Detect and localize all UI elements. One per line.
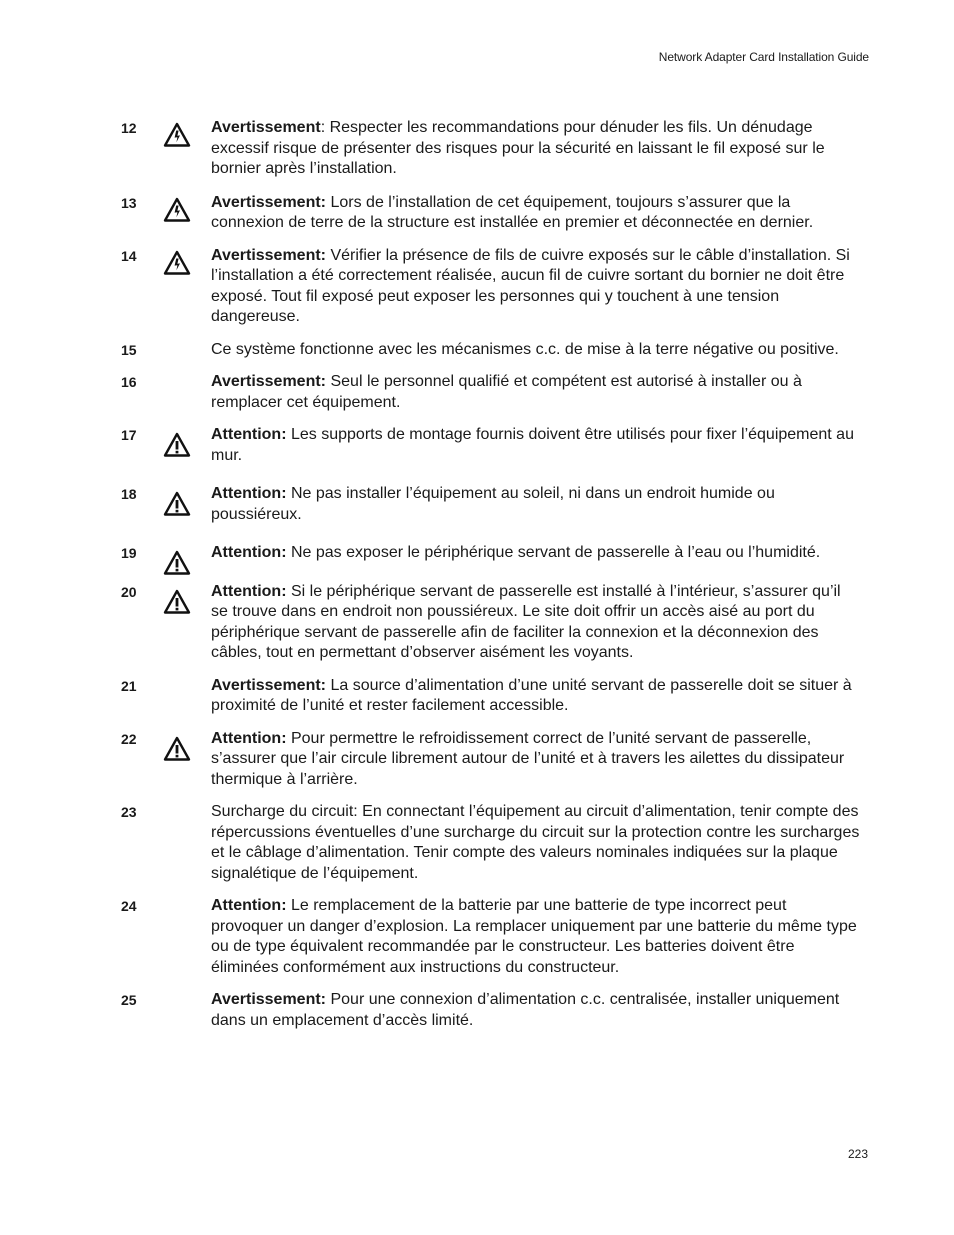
- statement-number: 22: [121, 730, 137, 747]
- statement-body: Vérifier la présence de fils de cuivre exposés sur le câble d’installation. Si l’installation a été correctement réalisée, aucun fil de cuivre sortant du bornier ne doit être exposé. Tout fil exposé peut exposer les personnes qui y touchent à une tension dangereuse.: [211, 246, 850, 325]
- caution-icon: [163, 550, 191, 576]
- running-header: Network Adapter Card Installation Guide: [658, 50, 869, 64]
- statement-separator: :: [320, 119, 330, 136]
- electrical-hazard-icon: [163, 250, 191, 276]
- statement-body: Respecter les recommandations pour dénuder les fils. Un dénudage excessif risque de présenter des risques pour la sécurité en laissant le fil exposé sur le bornier après l’installation.: [211, 119, 825, 177]
- statement-body: Pour permettre le refroidissement correct de l’unité servant de passerelle, s’assurer que l’air circule librement autour de l’unité et à travers les ailettes du dissipateur thermique à l’arrière.: [211, 729, 845, 788]
- statement-body: La source d’alimentation d’une unité servant de passerelle doit se situer à proximité de l’unité et rester facilement accessible.: [211, 676, 852, 714]
- statement-body: Lors de l’installation de cet équipement, toujours s’assurer que la connexion de terre de la structure est installée en premier et déconnectée en dernier.: [211, 193, 814, 231]
- statement-text: [211, 729, 861, 791]
- statement-text: [211, 118, 861, 180]
- statement-body: Ne pas exposer le périphérique servant de passerelle à l’eau ou l’humidité.: [290, 544, 821, 561]
- statement-text: [211, 676, 861, 717]
- statement-text: [211, 896, 861, 978]
- statement-body: Surcharge du circuit: En connectant l’équipement au circuit d’alimentation, tenir compte des répercussions éventuelles d’une surcharge du circuit sur la protection contre les surcharges et le câblage d’alimentation. Tenir compte des valeurs nominales indiquées sur la plaque signalétique de l’équipement.: [211, 803, 860, 882]
- statement-label: Attention:: [211, 426, 287, 443]
- statement-number: 24: [121, 898, 137, 914]
- statement-number: 14: [121, 247, 137, 264]
- statement-body: Si le périphérique servant de passerelle est installé à l’intérieur, s’assurer qu’il se trouve dans en endroit non poussiéreux. Le site doit offrir un accès aisé au port du périphérique servant de passerelle afin de faciliter la connexion et la déconnexion des câbles, tout en permettant d’observer aisément les voyants.: [211, 582, 841, 661]
- safety-statement-item: [0, 676, 954, 717]
- statement-text: [211, 990, 861, 1031]
- statement-number: 17: [121, 427, 137, 443]
- safety-statement-list: [0, 118, 954, 1031]
- statement-label: Avertissement:: [211, 991, 327, 1008]
- safety-statement-item: [0, 990, 954, 1031]
- statement-body: Pour une connexion d’alimentation c.c. centralisée, installer uniquement dans un emplacement d’accès limité.: [211, 991, 840, 1029]
- statement-number: 15: [121, 341, 137, 358]
- safety-statement-item: [0, 543, 954, 564]
- statement-label: Avertissement:: [211, 246, 327, 264]
- page-number: 223: [847, 1147, 868, 1161]
- statement-number: 13: [121, 194, 137, 211]
- statement-body: Seul le personnel qualifié et compétent est autorisé à installer ou à remplacer cet équipement.: [211, 373, 802, 411]
- statement-label: Avertissement:: [211, 193, 327, 211]
- safety-statement-item: [0, 193, 954, 234]
- statement-number: 18: [121, 486, 137, 502]
- statement-number: 21: [121, 677, 137, 694]
- safety-statement-item: [0, 484, 954, 525]
- caution-icon: [163, 432, 191, 458]
- caution-icon: [163, 491, 191, 517]
- statement-number: 16: [121, 374, 137, 390]
- caution-icon: [163, 736, 191, 762]
- safety-statement-item: [0, 802, 954, 884]
- statement-body: Ce système fonctionne avec les mécanismes c.c. de mise à la terre négative ou positive.: [211, 340, 839, 358]
- safety-statement-item: [0, 425, 954, 466]
- statement-number: 12: [121, 120, 137, 136]
- statement-number: 19: [121, 545, 137, 561]
- statement-label: Attention:: [211, 485, 287, 502]
- electrical-hazard-icon: [163, 197, 191, 223]
- safety-statement-item: [0, 582, 954, 664]
- statement-label: Avertissement: [211, 119, 321, 136]
- safety-statement-item: [0, 896, 954, 978]
- safety-statement-item: [0, 340, 954, 361]
- statement-body: Le remplacement de la batterie par une batterie de type incorrect peut provoquer un danger d’explosion. La remplacer uniquement par une batterie du même type ou de type équivalent recommandée par le constructeur. Les batteries doivent être éliminées conformément aux instructions du constructeur.: [211, 897, 857, 976]
- statement-label: Avertissement:: [211, 676, 327, 694]
- safety-statement-item: [0, 729, 954, 791]
- statement-text: [211, 484, 861, 525]
- safety-statement-item: [0, 118, 954, 180]
- statement-label: Attention:: [211, 729, 287, 747]
- statement-text: [211, 802, 861, 884]
- statement-body: Les supports de montage fournis doivent être utilisés pour fixer l’équipement au mur.: [211, 426, 854, 464]
- safety-statement-item: [0, 246, 954, 328]
- statement-text: [211, 543, 861, 564]
- electrical-hazard-icon: [163, 122, 191, 148]
- statement-label: Attention:: [211, 897, 287, 914]
- statement-number: 20: [121, 583, 137, 600]
- safety-statement-item: [0, 372, 954, 413]
- statement-body: Ne pas installer l’équipement au soleil, ni dans un endroit humide ou poussiéreux.: [211, 485, 775, 523]
- statement-label: Avertissement:: [211, 373, 327, 390]
- statement-number: 25: [121, 992, 137, 1008]
- statement-text: [211, 246, 861, 328]
- statement-label: Attention:: [211, 544, 287, 561]
- statement-label: Attention:: [211, 582, 287, 600]
- statement-text: [211, 582, 861, 664]
- statement-text: [211, 193, 861, 234]
- statement-text: [211, 425, 861, 466]
- statement-text: [211, 372, 861, 413]
- statement-number: 23: [121, 804, 137, 820]
- statement-text: [211, 340, 861, 361]
- caution-icon: [163, 589, 191, 615]
